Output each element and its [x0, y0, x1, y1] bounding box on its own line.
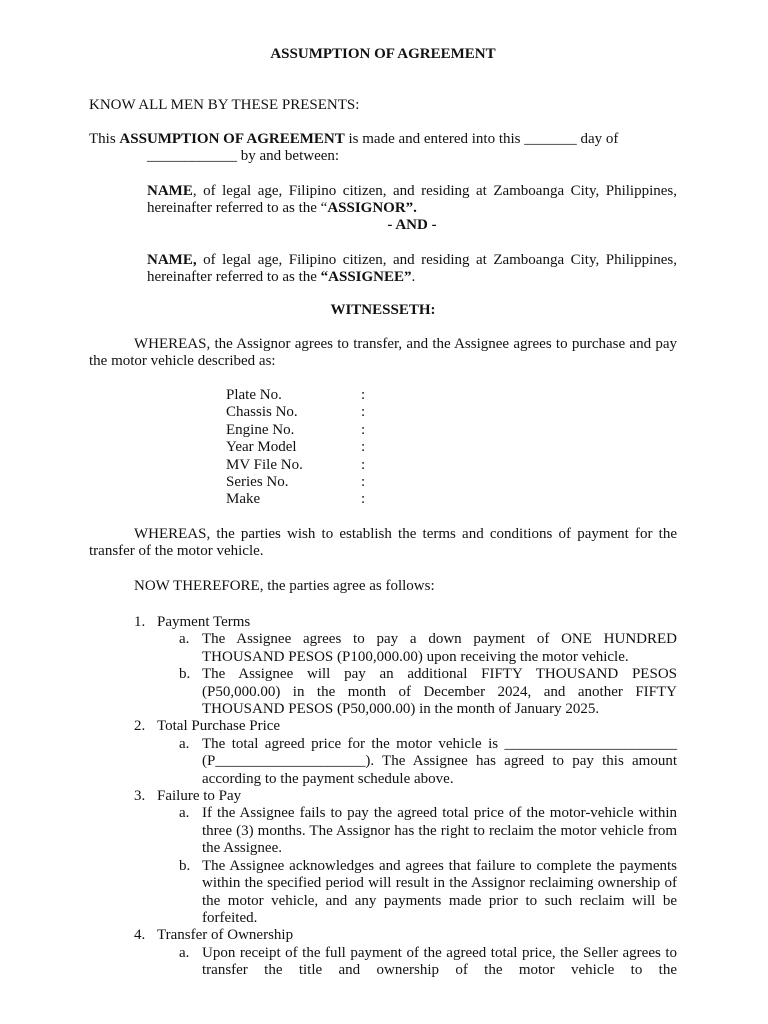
vehicle-field-label: Series No. [226, 473, 289, 490]
term-subitem [89, 631, 677, 666]
term-heading: Total Purchase Price [157, 718, 281, 735]
assignor-text: , of legal age, Filipino citizen, and residing at Zamboanga City, Philippines, hereinafter referred to as the “ [147, 183, 677, 217]
assignor-paragraph [147, 183, 677, 218]
document-title: ASSUMPTION OF AGREEMENT [270, 46, 496, 62]
term-number: 3. [134, 788, 146, 805]
subitem-letter: a. [179, 735, 190, 752]
and-separator: - AND - [387, 217, 437, 233]
term-subitem [89, 945, 677, 980]
term-item [89, 927, 677, 944]
vehicle-field-colon: : [361, 456, 366, 473]
term-heading: Transfer of Ownership [157, 927, 294, 944]
now-therefore-paragraph: NOW THEREFORE, the parties agree as follows: [134, 578, 435, 594]
assignee-text: of legal age, Filipino citizen, and residing at Zamboanga City, Philippines, hereinafter referred to as the [147, 252, 677, 286]
intro-agreement-name: ASSUMPTION OF AGREEMENT [119, 131, 345, 147]
assignee-name: NAME, [147, 252, 197, 268]
vehicle-field-colon: : [361, 491, 366, 508]
term-number: 1. [134, 614, 146, 630]
term-subitem [89, 736, 677, 788]
terms-list [89, 614, 677, 980]
vehicle-field-colon: : [361, 404, 366, 421]
term-item [89, 718, 677, 735]
assignor-name: NAME [147, 183, 193, 199]
subitem-letter: a. [179, 944, 190, 961]
term-item [89, 788, 677, 805]
subitem-letter: b. [179, 857, 191, 874]
witnesseth-heading: WITNESSETH: [330, 302, 436, 318]
assignee-paragraph [147, 252, 677, 287]
term-heading: Failure to Pay [157, 788, 242, 805]
subitem-text: The Assignee will pay an additional FIFTY THOUSAND PESOS (P50,000.00) in the month of December 2024, and another FIFTY THOUSAND PESOS (P50,000.00) in the month of January 2025. [202, 666, 677, 718]
intro-line-2: ____________ by and between: [147, 148, 340, 165]
assignee-end: . [411, 269, 416, 286]
term-subitem [89, 858, 677, 928]
vehicle-field-label: Year Model [226, 439, 297, 456]
subitem-text: The total agreed price for the motor vehicle is _______________________ (P____________________). The Assignee has agreed to pay this amount according to the payment schedule above. [202, 735, 677, 787]
vehicle-field-label: MV File No. [226, 456, 303, 473]
subitem-text: Upon receipt of the full payment of the agreed total price, the Seller agrees to transfer the title and ownership of the motor vehicle to the [202, 944, 677, 979]
term-subitem [89, 805, 677, 857]
assignee-role: “ASSIGNEE” [320, 269, 412, 286]
vehicle-field-label: Make [226, 491, 261, 508]
term-heading: Payment Terms [157, 614, 251, 630]
assignor-role: ASSIGNOR”. [327, 200, 417, 217]
term-number: 4. [134, 927, 146, 944]
vehicle-field-colon: : [361, 387, 366, 403]
vehicle-field-label: Engine No. [226, 421, 295, 438]
vehicle-field-colon: : [361, 421, 366, 438]
subitem-letter: a. [179, 805, 190, 822]
subitem-text: The Assignee agrees to pay a down payment of ONE HUNDRED THOUSAND PESOS (P100,000.00) upon receiving the motor vehicle. [202, 631, 677, 665]
subitem-text: The Assignee acknowledges and agrees that failure to complete the payments within the specified period will result in the Assignor reclaiming ownership of the motor vehicle, and any payments made prior to such reclaim will be forfeited. [202, 857, 677, 926]
subitem-letter: b. [179, 666, 191, 683]
whereas-paragraph-1: WHEREAS, the Assignor agrees to transfer, and the Assignee agrees to purchase and pay the motor vehicle described as: [89, 336, 677, 370]
intro-paragraph [89, 131, 677, 166]
intro-pre: This [89, 131, 120, 147]
term-item [89, 614, 677, 631]
vehicle-field-colon: : [361, 439, 366, 456]
vehicle-field-label: Chassis No. [226, 404, 298, 421]
whereas-paragraph-2: WHEREAS, the parties wish to establish the terms and conditions of payment for the transfer of the motor vehicle. [89, 526, 677, 560]
know-all-heading: KNOW ALL MEN BY THESE PRESENTS: [89, 97, 360, 113]
intro-post: is made and entered into this _______ day of [344, 131, 619, 147]
vehicle-field-colon: : [361, 473, 366, 490]
term-number: 2. [134, 718, 146, 735]
subitem-text: If the Assignee fails to pay the agreed total price of the motor-vehicle within three (3) months. The Assignor has the right to reclaim the motor vehicle from the Assignee. [202, 805, 677, 857]
term-subitem [89, 666, 677, 718]
vehicle-field-label: Plate No. [226, 387, 282, 403]
subitem-letter: a. [179, 631, 190, 648]
